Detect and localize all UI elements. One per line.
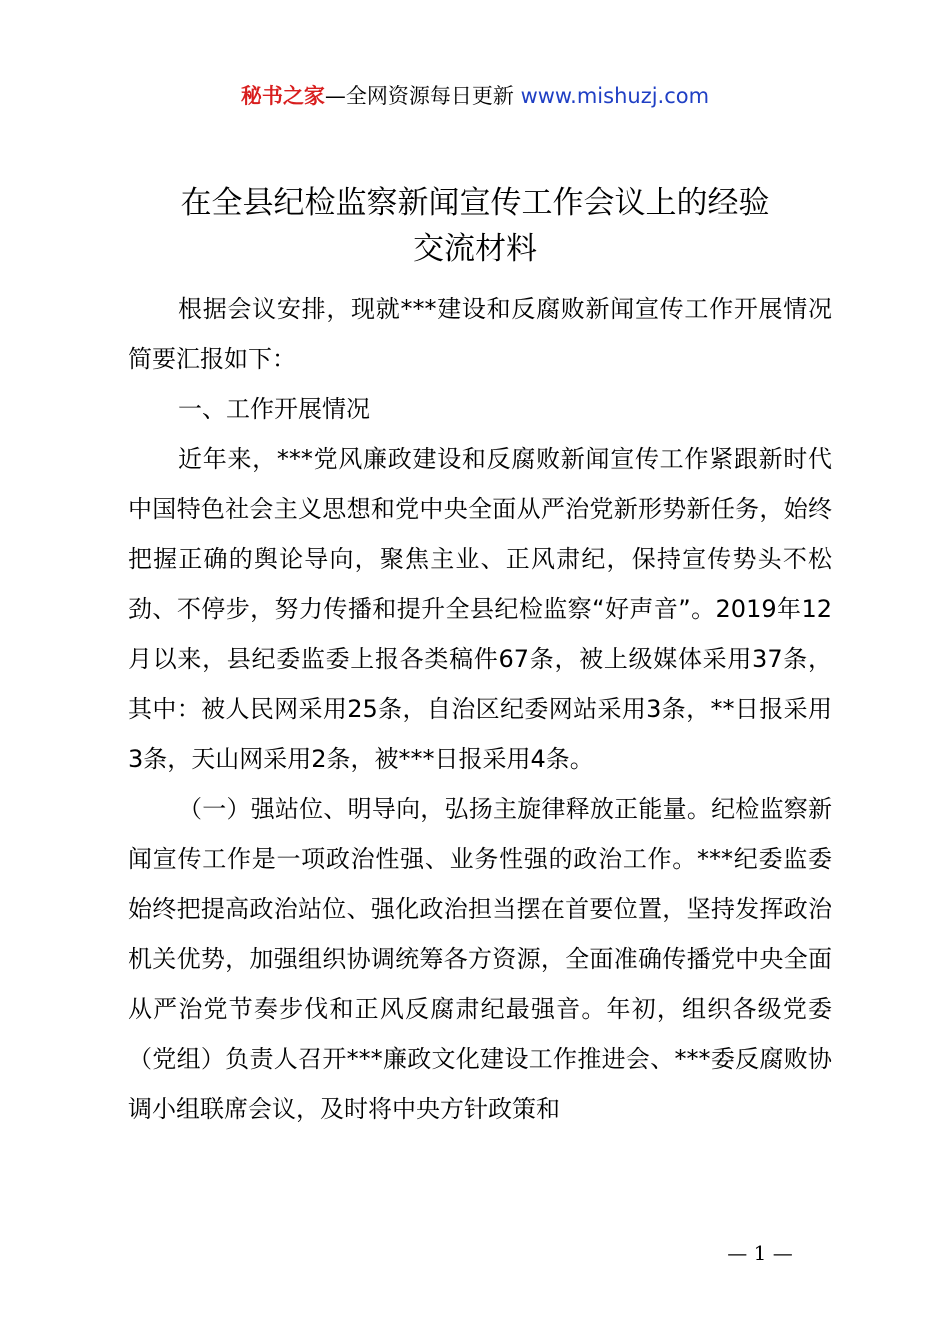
page-number: — 1 — xyxy=(727,1241,793,1265)
paragraph-subsection-1: （一）强站位、明导向，弘扬主旋律释放正能量。纪检监察新闻宣传工作是一项政治性强、业务性强的政治工作。***纪委监委始终把提高政治站位、强化政治担当摆在首要位置，坚持发挥政治机关优势，加强组织协调统筹各方资源，全面准确传播党中央全面从严治党节奏步伐和正风反腐肃纪最强音。年初，组织各级党委（党组）负责人召开***廉政文化建设工作推进会、***委反腐败协调小组联席会议，及时将中央方针政策和 xyxy=(128,795,832,1123)
site-url[interactable]: www.mishuzj.com xyxy=(520,84,710,108)
paragraph-intro: 根据会议安排，现就***建设和反腐败新闻宣传工作开展情况简要汇报如下： xyxy=(128,295,832,373)
document-body xyxy=(128,284,832,1134)
site-name: 秘书之家 xyxy=(240,84,325,108)
paragraph-overview: 近年来，***党风廉政建设和反腐败新闻宣传工作紧跟新时代中国特色社会主义思想和党中央全面从严治党新形势新任务，始终把握正确的舆论导向，聚焦主业、正风肃纪，保持宣传势头不松劲、不停步，努力传播和提升全县纪检监察“好声音”。2019年12月以来，县纪委监委上报各类稿件67条，被上级媒体采用37条，其中：被人民网采用25条，自治区纪委网站采用3条，**日报采用3条，天山网采用2条，被***日报采用4条。 xyxy=(128,445,832,773)
section-heading: 一、工作开展情况 xyxy=(178,395,370,423)
document-title xyxy=(100,180,850,272)
site-header xyxy=(0,80,950,112)
site-tagline: —全网资源每日更新 xyxy=(324,84,514,108)
title-line-1: 在全县纪检监察新闻宣传工作会议上的经验 xyxy=(180,185,770,221)
title-line-2: 交流材料 xyxy=(413,231,537,267)
